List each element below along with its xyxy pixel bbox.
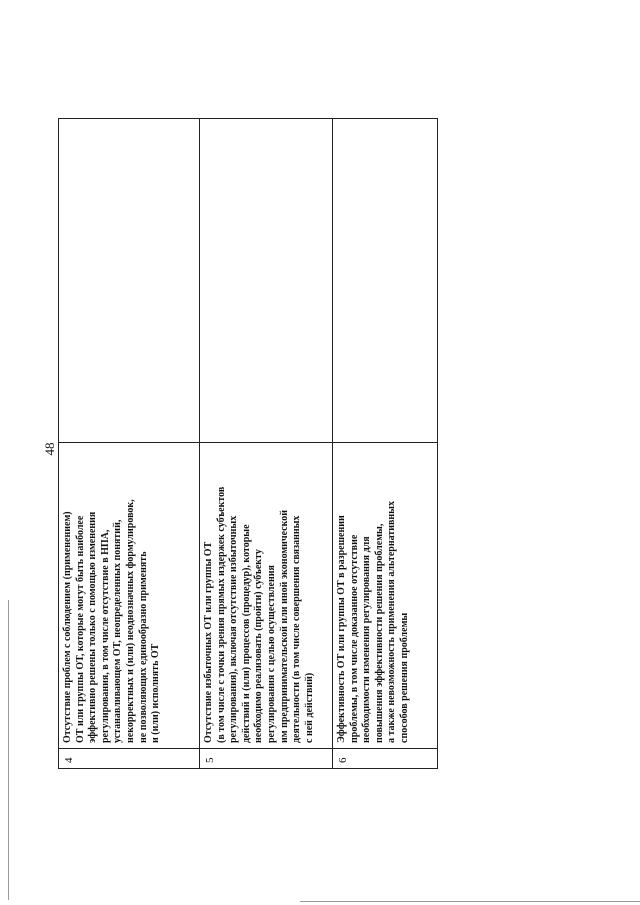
criterion-line: способов решения проблемы	[398, 612, 410, 743]
criterion-line: проблемы, в том числе доказанное отсутствие	[348, 534, 360, 743]
criterion-line: а также невозможность применения альтернативных	[386, 501, 398, 743]
page-number: 48	[42, 442, 57, 456]
row-number-cell: 5	[200, 749, 333, 769]
criterion-line: действий и (или) процессов (процедур), которые	[240, 524, 252, 743]
criterion-line: Отсутствие проблем с соблюдением (применением)	[62, 511, 73, 743]
result-cell	[59, 119, 200, 443]
criterion-cell	[333, 443, 438, 749]
criterion-line: необходимости изменения регулирования для	[361, 536, 373, 743]
criterion-line: устанавливающем ОТ, неопределенных понятий,	[112, 519, 124, 743]
criterion-line: с ней действий)	[303, 672, 315, 743]
criterion-cell	[200, 443, 333, 749]
criterion-line: эффективно решены только с помощью изменения	[87, 511, 99, 743]
table-row	[59, 119, 200, 769]
criterion-line: ОТ или группы ОТ, которые могут быть наиболее	[74, 515, 86, 743]
row-number-cell: 6	[333, 749, 438, 769]
criterion-line: Отсутствие избыточных ОТ или группы ОТ	[203, 541, 214, 743]
row-number-cell: 4	[59, 749, 200, 769]
criterion-line: некорректных и (или) неоднозначных формулировок,	[124, 499, 136, 743]
criterion-line: повышения эффективности решения проблемы,	[373, 523, 385, 743]
criterion-line: необходимо реализовать (пройти) субъекту	[253, 549, 265, 743]
criterion-line: и (или) исполнять ОТ	[150, 643, 162, 743]
criterion-line: регулирования), включая отсутствие избыточных	[228, 515, 240, 743]
criterion-line: деятельности (в том числе совершения связанных	[291, 515, 303, 743]
result-cell	[333, 119, 438, 443]
criterion-line: им предпринимательской или иной экономической	[278, 510, 290, 743]
criterion-line: регулирования, в том числе отсутствие в НПА,	[99, 529, 111, 743]
table-row	[333, 119, 438, 769]
criterion-line: (в том числе с точки зрения прямых издержек субъектов	[215, 486, 227, 743]
criteria-table	[58, 118, 438, 769]
criterion-line: регулирования с целью осуществления	[265, 565, 277, 743]
table-row	[200, 119, 333, 769]
criterion-cell	[59, 443, 200, 749]
criterion-line: не позволяющих единообразно применять	[137, 551, 149, 743]
result-cell	[200, 119, 333, 443]
criterion-line: Эффективность ОТ или группы ОТ в разрешении	[336, 515, 347, 743]
